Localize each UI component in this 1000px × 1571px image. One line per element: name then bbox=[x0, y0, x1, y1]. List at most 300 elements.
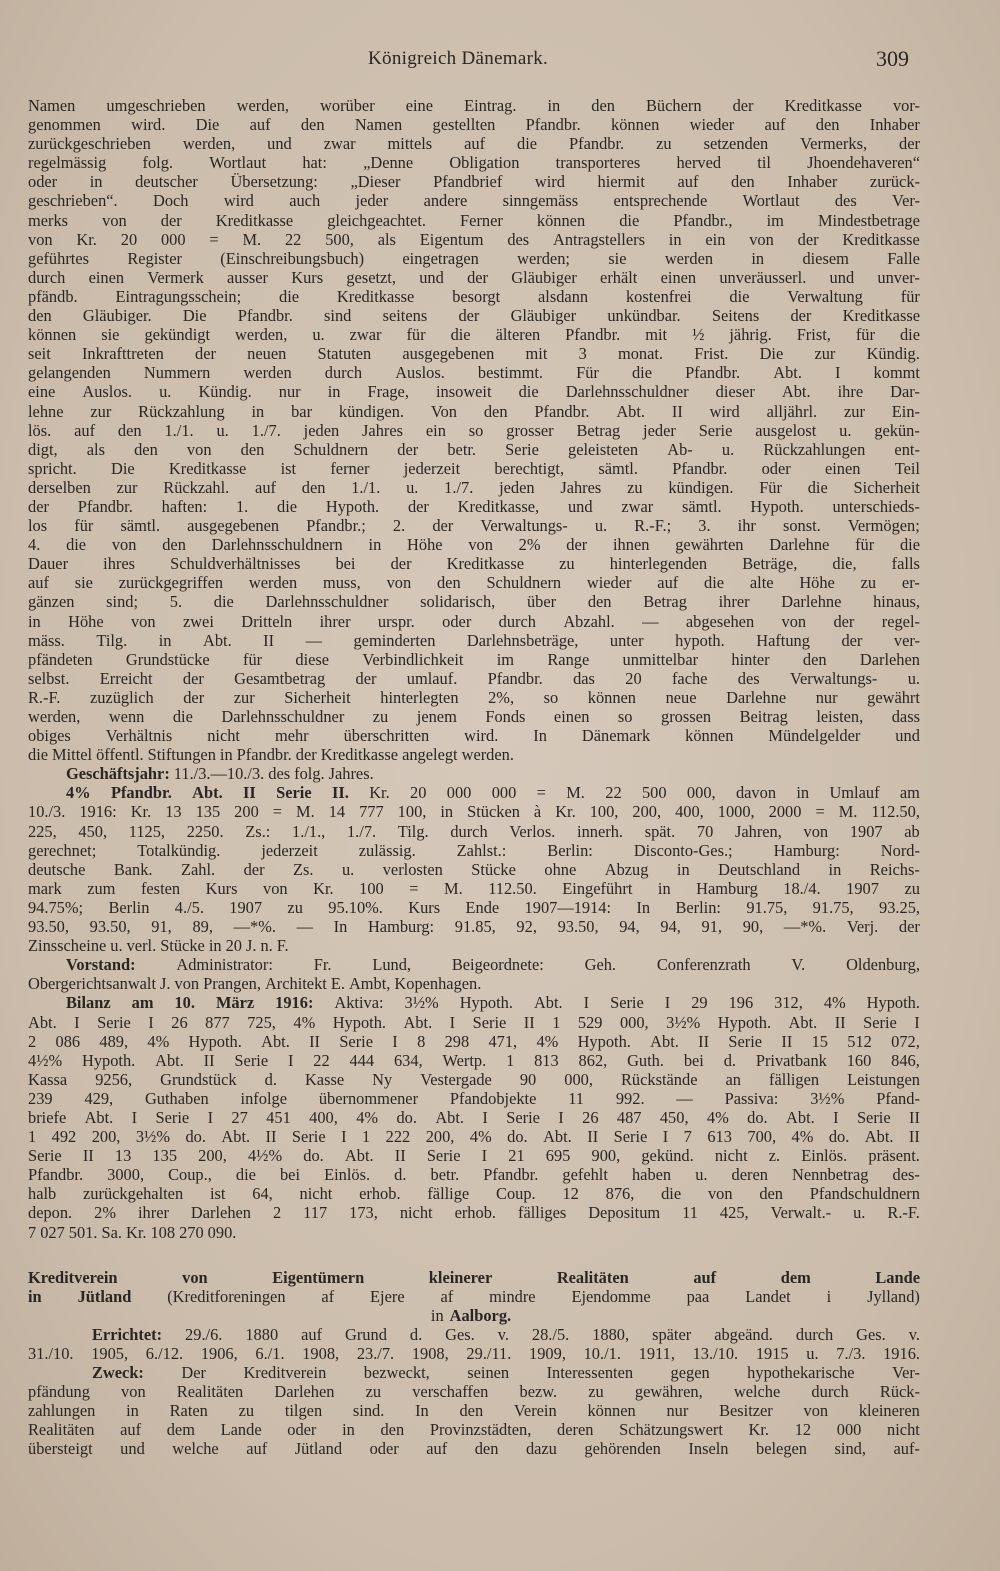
word: jenem bbox=[416, 707, 457, 726]
word: einen bbox=[88, 267, 125, 287]
word: Grund bbox=[345, 1324, 387, 1344]
word: der bbox=[458, 306, 480, 326]
word: Doch bbox=[152, 191, 189, 211]
word: 12 bbox=[562, 1184, 579, 1204]
word: deren bbox=[731, 1165, 768, 1185]
word: ein bbox=[425, 420, 446, 440]
word: 1000, bbox=[717, 802, 755, 822]
word: jederzeit bbox=[261, 840, 318, 860]
word: umlauf. bbox=[406, 668, 458, 688]
word: 90, bbox=[742, 917, 764, 937]
text-line bbox=[28, 631, 920, 650]
word: 270 bbox=[179, 1222, 204, 1242]
word: 6./1. bbox=[255, 1344, 285, 1363]
word: af bbox=[321, 1286, 335, 1306]
word: Mittel bbox=[52, 745, 93, 765]
word: Hypoth. bbox=[325, 496, 380, 516]
word: Höhe bbox=[407, 535, 443, 555]
word: gegen bbox=[670, 1363, 710, 1383]
word: Zs.: bbox=[245, 821, 271, 841]
word: von bbox=[130, 611, 156, 631]
word: Darlehnsschuldnern bbox=[211, 535, 343, 555]
word: Darlehen bbox=[190, 1203, 251, 1223]
word: die bbox=[277, 496, 298, 516]
word: den bbox=[591, 96, 615, 115]
word: Ab- bbox=[667, 439, 693, 459]
word: genommen bbox=[28, 115, 101, 135]
word: zuzüglich bbox=[89, 687, 154, 707]
word: = bbox=[536, 783, 546, 803]
word: Abt. bbox=[192, 783, 223, 803]
word: als bbox=[86, 439, 105, 459]
word: 312, bbox=[774, 993, 803, 1013]
word: Serie bbox=[613, 1127, 648, 1147]
word: 489, bbox=[99, 1031, 129, 1051]
word: auf bbox=[301, 1324, 323, 1344]
word: 160 bbox=[846, 1050, 872, 1070]
word: Übersetzung: bbox=[230, 172, 318, 192]
word: I bbox=[341, 1127, 347, 1147]
text-line bbox=[28, 1401, 920, 1420]
word: Realitäten bbox=[556, 1267, 629, 1287]
word: einen bbox=[824, 458, 861, 478]
word: zu bbox=[287, 897, 303, 917]
word: 1916. bbox=[883, 1344, 920, 1363]
word: 135 bbox=[195, 802, 221, 822]
word: 4% bbox=[66, 783, 91, 803]
word: Ver- bbox=[892, 191, 920, 211]
word: 450, bbox=[78, 821, 108, 841]
word: Kreditkasse bbox=[336, 286, 415, 306]
word: des bbox=[268, 764, 291, 784]
word: Fr. bbox=[313, 955, 332, 975]
word: 4% bbox=[147, 1031, 170, 1051]
text-line bbox=[28, 363, 920, 382]
word: Mündelgelder bbox=[768, 726, 861, 746]
word: und bbox=[120, 1439, 145, 1459]
word: I bbox=[449, 1012, 456, 1032]
word: zu bbox=[372, 707, 389, 726]
text-line bbox=[28, 917, 920, 936]
word: Serie bbox=[339, 1031, 373, 1051]
word: abgesehen bbox=[685, 611, 755, 631]
word: 529 bbox=[577, 1012, 603, 1032]
word: betr. bbox=[447, 439, 477, 459]
word: Abzug bbox=[604, 859, 649, 879]
word: I bbox=[664, 993, 671, 1013]
word: u. bbox=[406, 477, 419, 497]
word: In bbox=[636, 897, 651, 917]
word: gewährten bbox=[675, 535, 744, 555]
word: halb bbox=[28, 1184, 57, 1204]
document-body bbox=[28, 96, 920, 1459]
word: 3 bbox=[578, 344, 587, 364]
word: gewährt bbox=[867, 687, 920, 707]
text-line bbox=[28, 134, 920, 153]
word: Hamburg: bbox=[367, 917, 435, 937]
word: I bbox=[131, 1107, 138, 1127]
word: 492 bbox=[51, 1127, 77, 1147]
word: gelangenden bbox=[28, 363, 111, 383]
word: Sicherheit bbox=[284, 687, 351, 707]
word: 4½% bbox=[28, 1050, 63, 1070]
word: Frist. bbox=[694, 344, 729, 364]
word: 11./3.—10./3. bbox=[173, 764, 265, 784]
word: Guth. bbox=[627, 1050, 664, 1070]
word: 173, bbox=[349, 1203, 378, 1223]
word: Darlehnsschuldner bbox=[265, 592, 389, 612]
word: II bbox=[834, 1012, 846, 1032]
word: oder bbox=[442, 611, 472, 631]
word: Lande bbox=[875, 1267, 920, 1287]
word: falls bbox=[891, 554, 920, 574]
word: Kopenhagen. bbox=[394, 974, 482, 994]
word: 3½% bbox=[666, 1012, 701, 1032]
word: sind. bbox=[352, 1401, 385, 1421]
word: von bbox=[186, 439, 212, 459]
word: mäss. bbox=[28, 630, 65, 650]
word: lös. bbox=[28, 420, 52, 440]
word: wieder bbox=[586, 573, 632, 593]
word: Höhe bbox=[799, 573, 835, 593]
word: Administrator: bbox=[176, 955, 273, 975]
word: Vorstand: bbox=[66, 955, 136, 975]
word: kostenfrei bbox=[625, 286, 692, 306]
word: M. bbox=[838, 802, 858, 822]
text-line bbox=[28, 382, 920, 401]
word: sonst. bbox=[782, 516, 821, 536]
word: hypoth. bbox=[675, 630, 725, 650]
word: Gläubiger. bbox=[82, 306, 152, 326]
text-line bbox=[28, 612, 920, 631]
word: zur bbox=[90, 401, 112, 421]
word: der bbox=[790, 306, 812, 326]
word: Jahren, bbox=[734, 821, 782, 841]
word: fällige bbox=[427, 1184, 470, 1204]
word: 4% bbox=[536, 1031, 559, 1051]
word: von bbox=[182, 1267, 208, 1287]
word: urspr. bbox=[377, 611, 415, 631]
word: 89, bbox=[192, 917, 213, 937]
word: der bbox=[28, 496, 49, 516]
word: ist bbox=[209, 1184, 226, 1204]
word: jeden bbox=[499, 477, 535, 497]
word: paa bbox=[686, 1286, 710, 1306]
word: Prangen, bbox=[203, 974, 261, 994]
word: als bbox=[377, 229, 396, 249]
word: grossen bbox=[661, 707, 712, 726]
word: Pfandbr. bbox=[569, 134, 625, 154]
word: obiges bbox=[28, 726, 71, 746]
word: los bbox=[28, 516, 48, 536]
word: Serie bbox=[728, 1031, 763, 1051]
word: Geh. bbox=[584, 955, 617, 975]
word: der bbox=[407, 496, 429, 516]
bond-line bbox=[28, 783, 920, 802]
word: geleisteten bbox=[568, 439, 639, 459]
word: Eingeführt bbox=[562, 878, 633, 898]
word: ent- bbox=[894, 439, 920, 459]
word: 3. bbox=[698, 516, 711, 536]
word: dass bbox=[891, 707, 920, 726]
word: II bbox=[523, 1012, 535, 1032]
word: Serie bbox=[276, 783, 312, 803]
word: setzenden bbox=[703, 134, 769, 154]
word: lehne bbox=[28, 401, 64, 421]
word: der bbox=[160, 210, 182, 230]
word: Beträge, bbox=[742, 554, 798, 574]
word: II bbox=[698, 1031, 710, 1051]
word: Register bbox=[127, 248, 182, 268]
word: I bbox=[207, 1107, 214, 1127]
word: in bbox=[430, 1305, 444, 1325]
word: Geschäftsjahr: bbox=[66, 764, 170, 784]
word: welche bbox=[172, 1439, 219, 1459]
word: vor- bbox=[892, 96, 920, 115]
word: die bbox=[279, 286, 300, 306]
text-line bbox=[28, 745, 920, 764]
text-line bbox=[28, 592, 920, 611]
word: Hypoth. bbox=[577, 1031, 631, 1051]
word: 91.75, bbox=[746, 897, 788, 917]
word: Zweck: bbox=[92, 1363, 144, 1383]
word: in bbox=[251, 401, 265, 421]
word: 20 bbox=[120, 229, 138, 249]
word: älteren bbox=[495, 325, 541, 345]
word: 13 bbox=[165, 802, 182, 822]
board-line bbox=[28, 955, 920, 974]
word: Serie bbox=[698, 420, 733, 440]
word: in bbox=[828, 859, 842, 879]
word: Kr. bbox=[313, 878, 334, 898]
word: Zinsscheine bbox=[28, 936, 107, 956]
word: Jahres. bbox=[328, 764, 374, 784]
word: der bbox=[898, 917, 920, 937]
word: können bbox=[536, 210, 586, 230]
word: den bbox=[300, 115, 325, 135]
word: von bbox=[781, 611, 807, 631]
word: Kr. bbox=[125, 1222, 147, 1242]
word: den bbox=[802, 649, 827, 669]
word: die bbox=[661, 1184, 682, 1204]
word: u. bbox=[312, 325, 325, 345]
word: zurückgehalten bbox=[83, 1184, 184, 1204]
word: jederzeit bbox=[403, 458, 461, 478]
word: Bilanz bbox=[66, 993, 111, 1013]
text-line bbox=[28, 1223, 920, 1242]
word: haben bbox=[631, 1165, 672, 1185]
word: 3000, bbox=[107, 1165, 145, 1185]
word: sie bbox=[101, 325, 120, 345]
word: 23./7. bbox=[356, 1344, 395, 1363]
word: 117 bbox=[303, 1203, 328, 1223]
word: 1. bbox=[235, 496, 249, 516]
word: im bbox=[766, 210, 784, 230]
word: 93.50, bbox=[557, 917, 599, 937]
text-line bbox=[28, 822, 920, 841]
word: des bbox=[737, 668, 760, 688]
word: 090. bbox=[207, 1222, 237, 1242]
word: 450, bbox=[659, 1107, 689, 1127]
text-line bbox=[28, 1382, 920, 1401]
word: Kreditkasse bbox=[168, 458, 247, 478]
word: Kündig. bbox=[866, 344, 920, 364]
word: Serie bbox=[506, 1107, 540, 1127]
word: und bbox=[567, 496, 593, 516]
word: 20 bbox=[410, 783, 427, 803]
word: Pfandbr. bbox=[487, 668, 543, 688]
word: derselben bbox=[28, 477, 91, 497]
word: 027 bbox=[40, 1222, 65, 1242]
word: tilgen bbox=[284, 1401, 323, 1421]
word: 3½% bbox=[810, 1088, 845, 1108]
word: ihrer bbox=[137, 1203, 169, 1223]
word: Ges. bbox=[856, 1324, 886, 1344]
word: der bbox=[432, 516, 454, 536]
word: oder bbox=[369, 1439, 399, 1459]
word: Zs. bbox=[293, 859, 314, 879]
running-title: Königreich Dänemark. bbox=[368, 48, 549, 69]
word: öffentl. bbox=[96, 745, 144, 765]
word: Realitäten bbox=[28, 1420, 95, 1440]
word: 29 bbox=[691, 993, 708, 1013]
word: in bbox=[126, 1401, 139, 1421]
word: Wortlaut bbox=[742, 191, 800, 211]
word: Kreditkasse bbox=[842, 306, 920, 326]
word: Fonds bbox=[485, 707, 526, 726]
word: Darlehnsschuldner bbox=[221, 707, 345, 726]
word: werden, bbox=[236, 96, 289, 115]
word: Serie bbox=[426, 1146, 461, 1166]
word: Besitzer bbox=[719, 1401, 773, 1421]
word: pfändung bbox=[28, 1382, 90, 1402]
word: Dritteln bbox=[241, 611, 293, 631]
word: nur bbox=[278, 382, 301, 402]
word: Obligation bbox=[449, 153, 520, 173]
word: Pfandbr. bbox=[110, 783, 172, 803]
word: Pfandbr. bbox=[685, 363, 741, 383]
word: 26 bbox=[171, 1012, 188, 1032]
text-line bbox=[28, 688, 920, 707]
word: Abt. bbox=[616, 401, 646, 421]
word: mark bbox=[28, 878, 62, 898]
word: abgeänd. bbox=[714, 1324, 773, 1344]
word: zwei bbox=[182, 611, 214, 631]
text-line bbox=[28, 1089, 920, 1108]
word: Coup., bbox=[168, 1165, 212, 1185]
text-line bbox=[28, 554, 920, 573]
word: Deutschland bbox=[718, 859, 801, 879]
word: auf bbox=[249, 115, 271, 135]
word: Schätzungswert bbox=[619, 1420, 723, 1440]
word: 108 bbox=[150, 1222, 176, 1242]
word: = bbox=[272, 802, 283, 822]
word: hinaus, bbox=[873, 592, 920, 612]
word: grosser bbox=[506, 420, 554, 440]
word: 2%, bbox=[488, 687, 515, 707]
word: Betrag bbox=[576, 420, 621, 440]
word: Pfandbr. bbox=[525, 115, 581, 135]
word: Kr. bbox=[369, 783, 390, 803]
word: folg. bbox=[294, 764, 325, 784]
word: Kreditkasse bbox=[320, 745, 399, 765]
word: 112.50, bbox=[871, 802, 920, 822]
word: Ein- bbox=[891, 401, 920, 421]
word: Hypoth. bbox=[82, 1050, 136, 1070]
word: Mindestbetrage bbox=[817, 210, 920, 230]
word: 4% bbox=[823, 993, 846, 1013]
word: Kr. bbox=[76, 229, 97, 249]
word: 18./4. bbox=[783, 878, 821, 898]
word: Nord- bbox=[880, 840, 920, 860]
word: 15 bbox=[811, 1031, 828, 1051]
word: auf bbox=[426, 1439, 448, 1459]
word: depon. bbox=[28, 1203, 73, 1223]
word: I bbox=[148, 1012, 154, 1032]
word: an bbox=[725, 1069, 741, 1089]
text-line bbox=[28, 459, 920, 478]
word: zulässig. bbox=[358, 840, 416, 860]
word: Serie bbox=[610, 993, 644, 1013]
word: Dar- bbox=[890, 382, 920, 402]
word: in bbox=[668, 229, 682, 249]
word: mindre bbox=[489, 1286, 536, 1306]
text-line bbox=[28, 841, 920, 860]
word: 695 bbox=[545, 1146, 571, 1166]
word: ein bbox=[705, 229, 726, 249]
word: I bbox=[914, 1012, 920, 1032]
word: Pfandbr. bbox=[77, 496, 133, 516]
word: gleichgeachtet. bbox=[327, 210, 426, 230]
word: auf bbox=[120, 1420, 142, 1440]
word: auf bbox=[764, 115, 786, 135]
word: in bbox=[676, 859, 690, 879]
word: 112.50. bbox=[488, 878, 537, 898]
word: Abt. bbox=[155, 1050, 184, 1070]
word: bar bbox=[291, 401, 313, 421]
word: Pfandbr. bbox=[236, 745, 292, 765]
word: II bbox=[671, 401, 683, 421]
word: die bbox=[517, 134, 538, 154]
word: 3½% bbox=[135, 1127, 170, 1147]
word: den bbox=[587, 592, 612, 612]
text-line bbox=[28, 421, 920, 440]
page-number: 309 bbox=[876, 46, 909, 71]
word: Provinzstädten, bbox=[429, 1420, 532, 1440]
word: 13 bbox=[114, 1146, 132, 1166]
word: — bbox=[642, 611, 659, 631]
word: 000 bbox=[160, 229, 186, 249]
word: Serie bbox=[234, 1050, 269, 1070]
word: Inkrafttreten bbox=[81, 344, 164, 364]
word: 10./1. bbox=[583, 1344, 621, 1363]
word: 239 bbox=[28, 1088, 53, 1108]
word: gekün- bbox=[874, 420, 920, 440]
text-line bbox=[28, 153, 920, 172]
word: nur bbox=[815, 687, 838, 707]
word: betr. bbox=[430, 1165, 460, 1185]
word: af bbox=[440, 1286, 454, 1306]
word: neuen bbox=[247, 344, 287, 364]
word: 6./12. bbox=[145, 1344, 184, 1363]
word: Wortlaut bbox=[209, 153, 267, 173]
word: Dänemark bbox=[581, 726, 651, 746]
word: Ende bbox=[465, 897, 500, 917]
word: den bbox=[459, 1401, 484, 1421]
word: 4% bbox=[469, 1127, 492, 1147]
word: Depositum bbox=[588, 1203, 661, 1223]
word: 1125, bbox=[128, 821, 166, 841]
